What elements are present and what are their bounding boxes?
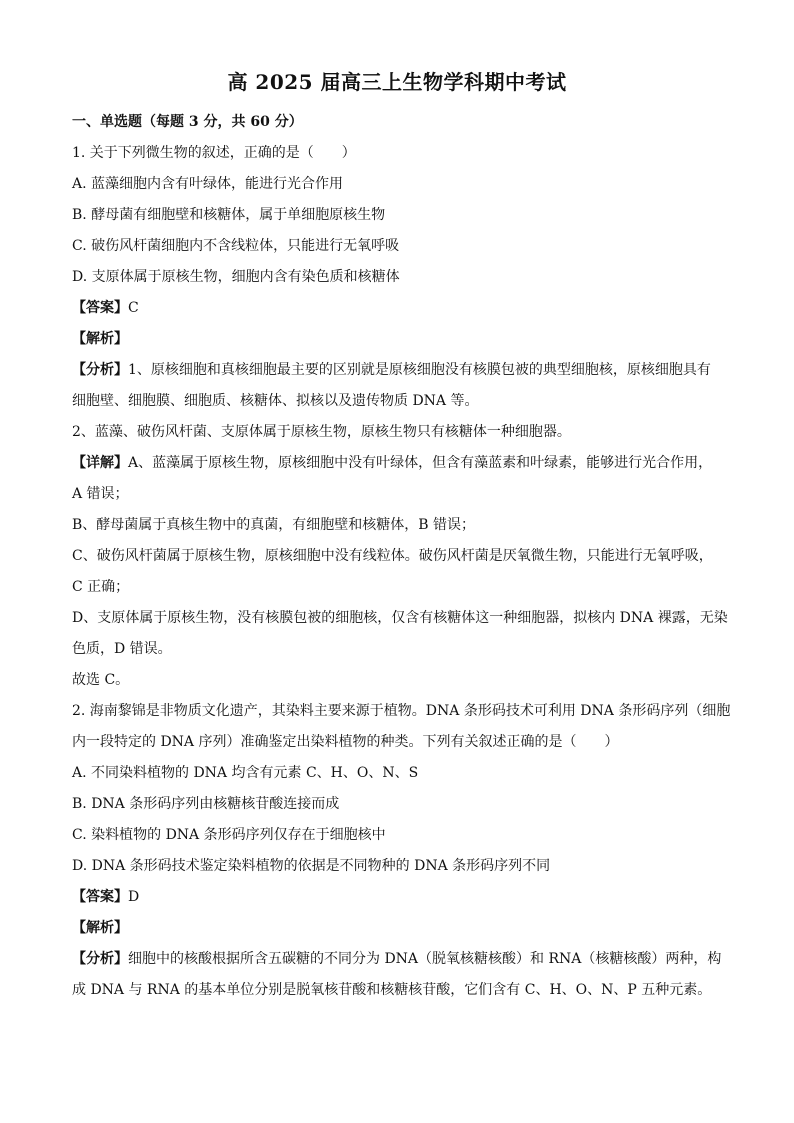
section-heading: 一、单选题（每题 3 分，共 60 分） xyxy=(72,114,303,130)
q1-xiangjie-c2: C 正确； xyxy=(72,579,130,595)
q2-fenxi-1a xyxy=(72,944,722,975)
answer-tag: 【答案】 xyxy=(72,889,128,905)
q1-xiangjie-d2: 色质，D 错误。 xyxy=(72,641,172,657)
q1-answer xyxy=(72,293,722,324)
xiangjie-text: A、蓝藻属于原核生物，原核细胞中没有叶绿体，但含有藻蓝素和叶绿素，能够进行光合作用， xyxy=(128,455,713,471)
q2-stem-2: 内一段特定的 DNA 序列）准确鉴定出染料植物的种类。下列有关叙述正确的是（ ） xyxy=(72,734,619,750)
q1-option-d: D. 支原体属于原核生物，细胞内含有染色质和核糖体 xyxy=(72,269,400,285)
q2-option-b: B. DNA 条形码序列由核糖核苷酸连接而成 xyxy=(72,796,340,812)
answer-tag: 【答案】 xyxy=(72,300,128,316)
q1-conclusion: 故选 C。 xyxy=(72,672,130,688)
q1-option-b: B. 酵母菌有细胞壁和核糖体，属于单细胞原核生物 xyxy=(72,207,386,223)
q1-fenxi-2: 2、蓝藻、破伤风杆菌、支原体属于原核生物，原核生物只有核糖体一种细胞器。 xyxy=(72,424,571,440)
q1-xiangjie-a2: A 错误； xyxy=(72,486,129,502)
q1-option-c: C. 破伤风杆菌细胞内不含线粒体，只能进行无氧呼吸 xyxy=(72,238,400,254)
fenxi-tag: 【分析】 xyxy=(72,362,128,378)
q2-option-c: C. 染料植物的 DNA 条形码序列仅存在于细胞核中 xyxy=(72,827,386,843)
q2-option-a: A. 不同染料植物的 DNA 均含有元素 C、H、O、N、S xyxy=(72,765,419,781)
q1-xiangjie-d1: D、支原体属于原核生物，没有核膜包被的细胞核，仅含有核糖体这一种细胞器，拟核内 DNA 裸露，无染 xyxy=(72,610,728,626)
q2-option-d: D. DNA 条形码技术鉴定染料植物的依据是不同物种的 DNA 条形码序列不同 xyxy=(72,858,551,874)
q1-fenxi-1b: 细胞壁、细胞膜、细胞质、核糖体、拟核以及遗传物质 DNA 等。 xyxy=(72,393,479,409)
q2-fenxi-1b: 成 DNA 与 RNA 的基本单位分别是脱氧核苷酸和核糖核苷酸，它们含有 C、H、O、N、P 五种元素。 xyxy=(72,982,712,998)
fenxi-tag: 【分析】 xyxy=(72,951,128,967)
q1-fenxi-1a xyxy=(72,355,722,386)
page-title: 高 2025 届高三上生物学科期中考试 xyxy=(227,70,567,94)
answer-value: C xyxy=(128,300,139,316)
q2-answer xyxy=(72,882,722,913)
q1-stem: 1. 关于下列微生物的叙述，正确的是（ ） xyxy=(72,145,356,161)
xiangjie-tag: 【详解】 xyxy=(72,455,128,471)
q2-analysis-tag: 【解析】 xyxy=(72,920,128,936)
q1-analysis-tag: 【解析】 xyxy=(72,331,128,347)
answer-value: D xyxy=(128,889,140,905)
fenxi-text: 细胞中的核酸根据所含五碳糖的不同分为 DNA（脱氧核糖核酸）和 RNA（核糖核酸）两种，构 xyxy=(128,951,722,967)
fenxi-text: 1、原核细胞和真核细胞最主要的区别就是原核细胞没有核膜包被的典型细胞核，原核细胞具有 xyxy=(128,362,711,378)
q1-xiangjie-b: B、酵母菌属于真核生物中的真菌，有细胞壁和核糖体，B 错误； xyxy=(72,517,476,533)
q2-stem-1: 2. 海南黎锦是非物质文化遗产，其染料主要来源于植物。DNA 条形码技术可利用 DNA 条形码序列（细胞 xyxy=(72,703,731,719)
document-page xyxy=(72,66,731,1006)
q1-xiangjie-a1 xyxy=(72,448,722,479)
q1-option-a: A. 蓝藻细胞内含有叶绿体，能进行光合作用 xyxy=(72,176,344,192)
q1-xiangjie-c1: C、破伤风杆菌属于原核生物，原核细胞中没有线粒体。破伤风杆菌是厌氧微生物，只能进行无氧呼吸， xyxy=(72,548,713,564)
